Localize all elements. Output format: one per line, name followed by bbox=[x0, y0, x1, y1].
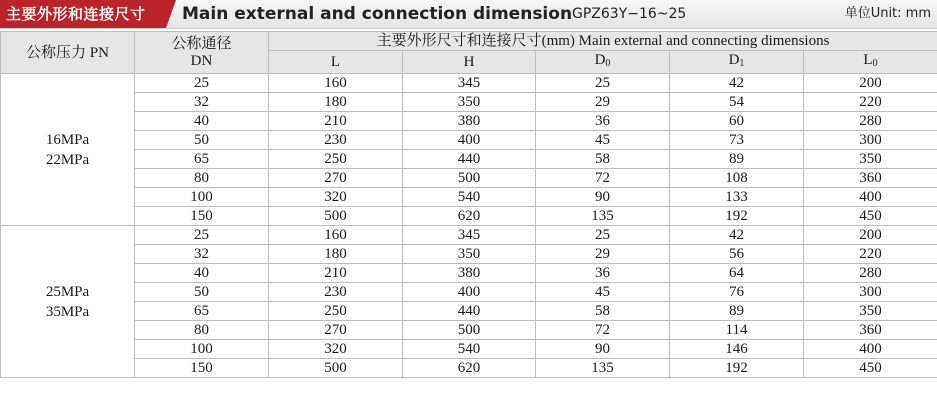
column-header-subscript: 0 bbox=[872, 58, 878, 69]
table-cell: 350 bbox=[403, 245, 536, 264]
table-cell: 280 bbox=[804, 112, 937, 131]
table-cell: 250 bbox=[269, 302, 403, 321]
table-cell: 192 bbox=[670, 207, 804, 226]
table-cell: 42 bbox=[670, 226, 804, 245]
table-cell: 150 bbox=[135, 359, 269, 378]
pressure-value: 35MPa bbox=[45, 303, 90, 320]
table-cell: 320 bbox=[269, 340, 403, 359]
table-cell: 200 bbox=[804, 226, 937, 245]
table-cell: 25 bbox=[135, 226, 269, 245]
table-cell: 40 bbox=[135, 264, 269, 283]
column-header-subscript: 0 bbox=[605, 58, 611, 69]
table-row bbox=[1, 74, 937, 93]
table-cell: 90 bbox=[536, 188, 670, 207]
dimension-table bbox=[0, 31, 937, 378]
table-cell: 108 bbox=[670, 169, 804, 188]
pn-header: 公称压力 PN bbox=[1, 32, 135, 74]
model-number: GPZ63Y−16~25 bbox=[572, 6, 687, 22]
table-cell: 135 bbox=[536, 359, 670, 378]
table-cell: 210 bbox=[269, 112, 403, 131]
table-cell: 54 bbox=[670, 93, 804, 112]
table-cell: 36 bbox=[536, 264, 670, 283]
table-cell: 50 bbox=[135, 283, 269, 302]
column-header bbox=[670, 51, 804, 74]
pressure-value: 16MPa bbox=[45, 131, 90, 148]
table-cell: 65 bbox=[135, 150, 269, 169]
table-cell: 50 bbox=[135, 131, 269, 150]
table-cell: 40 bbox=[135, 112, 269, 131]
table-cell: 440 bbox=[403, 150, 536, 169]
column-header-main: L bbox=[863, 52, 873, 68]
table-cell: 150 bbox=[135, 207, 269, 226]
table-row bbox=[1, 150, 937, 169]
table-row bbox=[1, 340, 937, 359]
table-row bbox=[1, 321, 937, 340]
pressure-cell bbox=[1, 74, 135, 226]
table-row bbox=[1, 169, 937, 188]
table-row bbox=[1, 226, 937, 245]
table-cell: 500 bbox=[269, 207, 403, 226]
pressure-value: 25MPa bbox=[45, 283, 90, 300]
table-cell: 90 bbox=[536, 340, 670, 359]
table-cell: 36 bbox=[536, 112, 670, 131]
table-cell: 29 bbox=[536, 245, 670, 264]
table-row bbox=[1, 302, 937, 321]
table-cell: 350 bbox=[403, 93, 536, 112]
table-cell: 220 bbox=[804, 93, 937, 112]
table-cell: 440 bbox=[403, 302, 536, 321]
column-header bbox=[536, 51, 670, 74]
table-row bbox=[1, 245, 937, 264]
table-cell: 29 bbox=[536, 93, 670, 112]
table-cell: 192 bbox=[670, 359, 804, 378]
column-header-main: L bbox=[330, 54, 341, 70]
table-cell: 400 bbox=[804, 188, 937, 207]
table-cell: 450 bbox=[804, 207, 937, 226]
table-cell: 100 bbox=[135, 188, 269, 207]
table-cell: 380 bbox=[403, 264, 536, 283]
table-cell: 133 bbox=[670, 188, 804, 207]
section-header bbox=[0, 0, 937, 29]
table-cell: 180 bbox=[269, 93, 403, 112]
table-cell: 270 bbox=[269, 169, 403, 188]
table-cell: 45 bbox=[536, 131, 670, 150]
table-row bbox=[1, 93, 937, 112]
table-cell: 400 bbox=[403, 131, 536, 150]
table-cell: 80 bbox=[135, 169, 269, 188]
table-cell: 160 bbox=[269, 226, 403, 245]
column-header-main: H bbox=[463, 54, 475, 70]
column-header bbox=[804, 51, 937, 74]
table-cell: 500 bbox=[403, 169, 536, 188]
table-cell: 280 bbox=[804, 264, 937, 283]
table-cell: 345 bbox=[403, 226, 536, 245]
table-cell: 89 bbox=[670, 150, 804, 169]
table-row bbox=[1, 188, 937, 207]
table-cell: 65 bbox=[135, 302, 269, 321]
table-cell: 350 bbox=[804, 302, 937, 321]
column-header bbox=[269, 51, 403, 74]
table-cell: 100 bbox=[135, 340, 269, 359]
table-cell: 540 bbox=[403, 188, 536, 207]
table-cell: 270 bbox=[269, 321, 403, 340]
table-cell: 25 bbox=[135, 74, 269, 93]
table-cell: 200 bbox=[804, 74, 937, 93]
table-cell: 210 bbox=[269, 264, 403, 283]
table-cell: 56 bbox=[670, 245, 804, 264]
column-header-subscript: 1 bbox=[739, 58, 745, 69]
pressure-value: 22MPa bbox=[45, 151, 90, 168]
table-cell: 220 bbox=[804, 245, 937, 264]
pressure-cell bbox=[1, 226, 135, 378]
table-cell: 80 bbox=[135, 321, 269, 340]
table-cell: 25 bbox=[536, 74, 670, 93]
column-header bbox=[403, 51, 536, 74]
dn-header-en: DN bbox=[190, 52, 213, 69]
table-cell: 180 bbox=[269, 245, 403, 264]
table-cell: 230 bbox=[269, 283, 403, 302]
column-header-main: D bbox=[594, 52, 606, 68]
table-cell: 500 bbox=[403, 321, 536, 340]
table-cell: 45 bbox=[536, 283, 670, 302]
table-row bbox=[1, 359, 937, 378]
table-row bbox=[1, 112, 937, 131]
table-cell: 250 bbox=[269, 150, 403, 169]
table-cell: 135 bbox=[536, 207, 670, 226]
dn-header bbox=[135, 32, 269, 74]
table-cell: 42 bbox=[670, 74, 804, 93]
table-cell: 76 bbox=[670, 283, 804, 302]
table-cell: 58 bbox=[536, 302, 670, 321]
section-tag: 主要外形和连接尺寸 bbox=[0, 0, 166, 28]
table-cell: 230 bbox=[269, 131, 403, 150]
table-cell: 350 bbox=[804, 150, 937, 169]
table-cell: 345 bbox=[403, 74, 536, 93]
table-row bbox=[1, 207, 937, 226]
table-cell: 400 bbox=[403, 283, 536, 302]
table-cell: 58 bbox=[536, 150, 670, 169]
table-cell: 160 bbox=[269, 74, 403, 93]
group-header: 主要外形尺寸和连接尺寸(mm) Main external and connecting dimensions bbox=[269, 32, 937, 51]
column-header-main: D bbox=[728, 52, 740, 68]
table-cell: 360 bbox=[804, 321, 937, 340]
table-cell: 380 bbox=[403, 112, 536, 131]
table-cell: 300 bbox=[804, 283, 937, 302]
section-title: Main external and connection dimension bbox=[182, 4, 573, 24]
table-cell: 73 bbox=[670, 131, 804, 150]
dn-header-cn: 公称通径 bbox=[171, 35, 232, 52]
table-cell: 146 bbox=[670, 340, 804, 359]
unit-label: 单位Unit: mm bbox=[844, 6, 931, 21]
table-cell: 450 bbox=[804, 359, 937, 378]
table-cell: 540 bbox=[403, 340, 536, 359]
table-cell: 300 bbox=[804, 131, 937, 150]
table-cell: 25 bbox=[536, 226, 670, 245]
table-row bbox=[1, 131, 937, 150]
table-cell: 32 bbox=[135, 93, 269, 112]
table-cell: 72 bbox=[536, 169, 670, 188]
table-cell: 360 bbox=[804, 169, 937, 188]
table-cell: 500 bbox=[269, 359, 403, 378]
table-cell: 620 bbox=[403, 207, 536, 226]
table-cell: 89 bbox=[670, 302, 804, 321]
table-cell: 400 bbox=[804, 340, 937, 359]
table-cell: 64 bbox=[670, 264, 804, 283]
table-cell: 114 bbox=[670, 321, 804, 340]
table-row bbox=[1, 264, 937, 283]
table-cell: 32 bbox=[135, 245, 269, 264]
table-row bbox=[1, 283, 937, 302]
table-cell: 320 bbox=[269, 188, 403, 207]
table-cell: 620 bbox=[403, 359, 536, 378]
table-cell: 60 bbox=[670, 112, 804, 131]
table-cell: 72 bbox=[536, 321, 670, 340]
